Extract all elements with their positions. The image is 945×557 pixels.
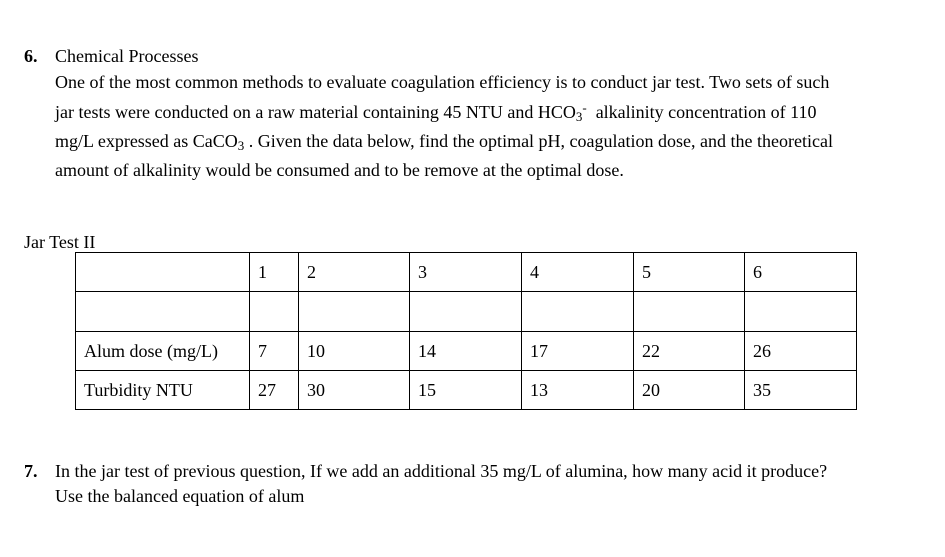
question-6-line-4: amount of alkalinity would be consumed and to be remove at the optimal dose.	[55, 160, 624, 180]
table-cell: 14	[410, 332, 522, 371]
row-label: Alum dose (mg/L)	[76, 332, 250, 371]
jar-test-label: Jar Test II	[24, 232, 96, 252]
table-cell: 7	[250, 332, 299, 371]
table-cell: 20	[634, 371, 745, 410]
table-cell	[299, 292, 410, 332]
line-2-text-end: alkalinity concentration of 110	[586, 102, 817, 122]
question-6-line-3	[55, 129, 935, 158]
carbonate-subscript: 3	[237, 138, 245, 153]
line-3-text-end: . Given the data below, find the optimal pH, coagulation dose, and the theoretical	[244, 131, 833, 151]
table-cell	[250, 292, 299, 332]
question-7-line-2: Use the balanced equation of alum	[55, 486, 305, 506]
question-6-body	[55, 70, 935, 183]
line-3-text: mg/L expressed as CaCO	[55, 131, 238, 151]
question-7-text: In the jar test of previous question, If we add an additional 35 mg/L of alumina, how many acid it produce?	[55, 461, 828, 481]
bicarbonate-subscript: 3	[575, 109, 583, 124]
question-6-number: 6.	[24, 46, 38, 66]
table-cell	[76, 253, 250, 292]
table-cell: 5	[634, 253, 745, 292]
table-cell	[410, 292, 522, 332]
question-7-line-1	[24, 459, 924, 484]
line-2-text: jar tests were conducted on a raw material containing 45 NTU and HCO	[55, 102, 576, 122]
table-cell: 26	[745, 332, 857, 371]
table-cell: 10	[299, 332, 410, 371]
table-cell: 17	[522, 332, 634, 371]
question-6-line-2	[55, 95, 935, 129]
row-label: Turbidity NTU	[76, 371, 250, 410]
table-cell: 15	[410, 371, 522, 410]
table-cell	[634, 292, 745, 332]
table-cell: 13	[522, 371, 634, 410]
table-cell: 6	[745, 253, 857, 292]
table-cell: 35	[745, 371, 857, 410]
question-6-line-1: One of the most common methods to evaluate coagulation efficiency is to conduct jar test. Two sets of such	[55, 72, 830, 92]
table-header-row	[76, 253, 857, 292]
table-cell: 3	[410, 253, 522, 292]
table-row-alum-dose	[76, 332, 857, 371]
table-row-turbidity	[76, 371, 857, 410]
question-6-heading	[24, 45, 198, 67]
table-blank-row	[76, 292, 857, 332]
bicarbonate-superscript: -	[582, 100, 587, 115]
table-cell: 30	[299, 371, 410, 410]
question-7-number: 7.	[24, 461, 38, 481]
table-cell: 4	[522, 253, 634, 292]
table-cell	[76, 292, 250, 332]
question-6-title: Chemical Processes	[55, 46, 199, 66]
table-cell: 1	[250, 253, 299, 292]
table-cell	[522, 292, 634, 332]
jar-test-table	[75, 252, 857, 410]
table-cell	[745, 292, 857, 332]
table-cell: 22	[634, 332, 745, 371]
table-cell: 27	[250, 371, 299, 410]
question-7	[24, 459, 924, 509]
table-cell: 2	[299, 253, 410, 292]
